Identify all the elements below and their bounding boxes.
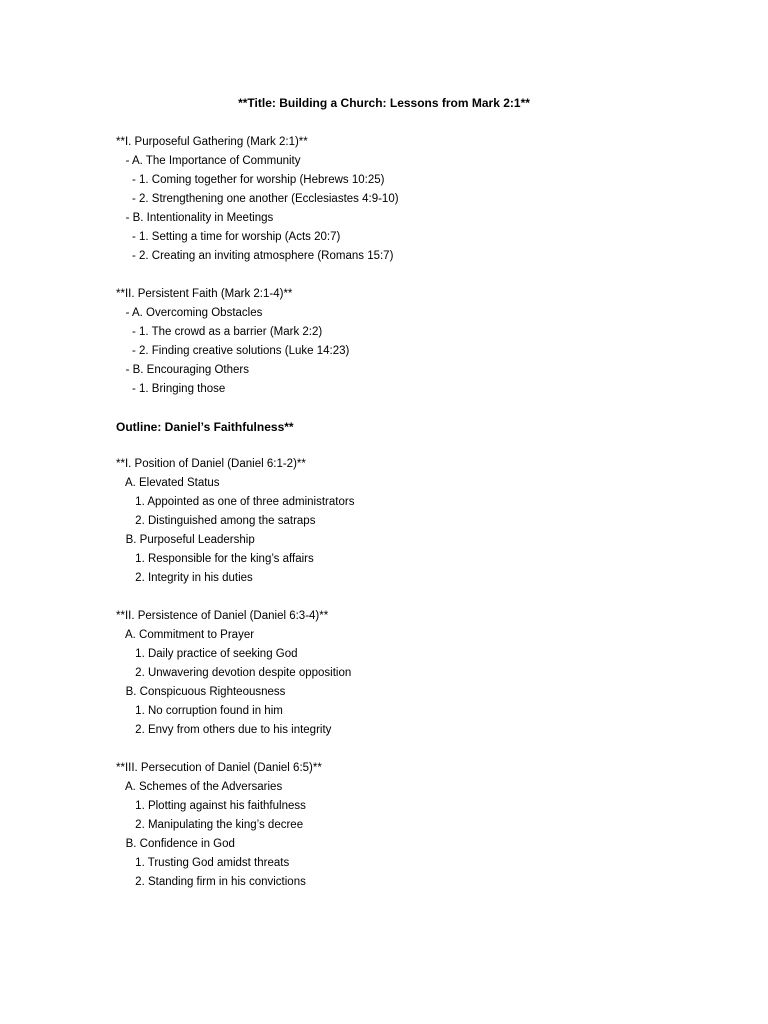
outline-section — [116, 133, 399, 266]
outline-line: - 1. The crowd as a barrier (Mark 2:2) — [116, 326, 323, 338]
outline-line: - B. Intentionality in Meetings — [116, 212, 274, 224]
outline-line: **II. Persistence of Daniel (Daniel 6:3-4)** — [116, 610, 329, 622]
outline-section — [116, 759, 322, 892]
outline-line: **I. Position of Daniel (Daniel 6:1-2)** — [116, 458, 306, 470]
document-title: **Title: Building a Church: Lessons from Mark 2:1** — [238, 96, 530, 110]
outline-line: - 1. Bringing those — [116, 383, 226, 395]
outline-line: 2. Unwavering devotion despite opposition — [116, 667, 352, 679]
outline-line: 1. Plotting against his faithfulness — [116, 800, 306, 812]
outline-line: B. Purposeful Leadership — [116, 534, 255, 546]
outline-section — [116, 285, 349, 399]
outline-line: - B. Encouraging Others — [116, 364, 249, 376]
outline-line: 1. Daily practice of seeking God — [116, 648, 298, 660]
outline-line: 1. No corruption found in him — [116, 705, 283, 717]
outline-line: - 2. Creating an inviting atmosphere (Romans 15:7) — [116, 250, 394, 262]
outline-line: - 2. Strengthening one another (Ecclesiastes 4:9-10) — [116, 193, 399, 205]
outline-line: 1. Appointed as one of three administrators — [116, 496, 355, 508]
outline-line: A. Schemes of the Adversaries — [116, 781, 283, 793]
outline-line: **I. Purposeful Gathering (Mark 2:1)** — [116, 136, 308, 148]
outline-line: B. Conspicuous Righteousness — [116, 686, 286, 698]
outline-line: 1. Responsible for the king’s affairs — [116, 553, 314, 565]
outline-line: 2. Distinguished among the satraps — [116, 515, 316, 527]
outline-line: **III. Persecution of Daniel (Daniel 6:5)** — [116, 762, 322, 774]
outline-line: A. Elevated Status — [116, 477, 220, 489]
outline-line: **II. Persistent Faith (Mark 2:1-4)** — [116, 288, 293, 300]
outline-line: - 1. Setting a time for worship (Acts 20:7) — [116, 231, 341, 243]
outline-section — [116, 455, 354, 588]
section-heading: Outline: Daniel’s Faithfulness** — [116, 420, 294, 434]
outline-line: 2. Manipulating the king’s decree — [116, 819, 304, 831]
outline-line: 2. Envy from others due to his integrity — [116, 724, 332, 736]
outline-line: - A. Overcoming Obstacles — [116, 307, 263, 319]
outline-line: - 2. Finding creative solutions (Luke 14:23) — [116, 345, 350, 357]
outline-line: B. Confidence in God — [116, 838, 235, 850]
outline-line: 2. Standing firm in his convictions — [116, 876, 306, 888]
outline-line: 1. Trusting God amidst threats — [116, 857, 290, 869]
outline-line: 2. Integrity in his duties — [116, 572, 253, 584]
outline-line: A. Commitment to Prayer — [116, 629, 255, 641]
outline-line: - 1. Coming together for worship (Hebrews 10:25) — [116, 174, 385, 186]
outline-line: - A. The Importance of Community — [116, 155, 301, 167]
outline-section — [116, 607, 351, 740]
